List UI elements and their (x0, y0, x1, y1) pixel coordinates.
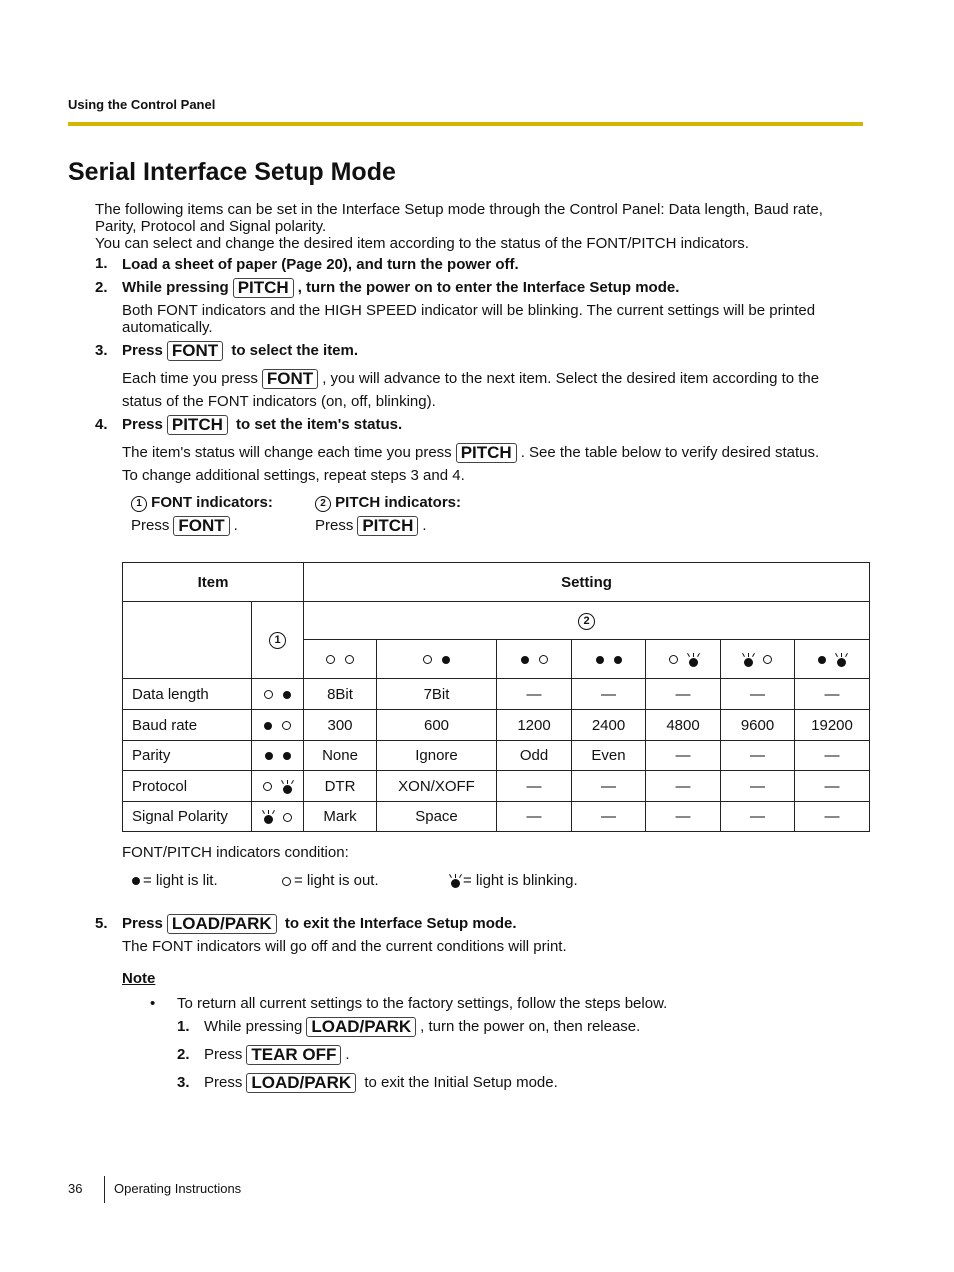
step-4-detail-pre: The item's status will change each time you press (122, 444, 452, 461)
step-5-number: 5. (95, 915, 108, 932)
table-row (123, 802, 870, 832)
setting-cell: 7Bit (377, 679, 497, 710)
note-step-2-number: 2. (177, 1046, 190, 1063)
pitch-key: PITCH (357, 516, 418, 536)
item-name: Data length (123, 679, 252, 710)
setting-cell: 2400 (572, 710, 646, 741)
step-2-instruction (122, 278, 679, 298)
step-5-pre: Press (122, 915, 163, 932)
load-park-key: LOAD/PARK (246, 1073, 356, 1093)
note-step-3 (204, 1073, 558, 1093)
light-lit-icon (818, 656, 826, 664)
item-name: Signal Polarity (123, 802, 252, 832)
light-out-icon (326, 655, 335, 664)
note-heading: Note (122, 970, 156, 987)
circled-number-1: 1 (269, 632, 286, 649)
legend-blinking (445, 872, 578, 889)
section-header: Using the Control Panel (68, 97, 216, 112)
font-key: FONT (173, 516, 229, 536)
light-blinking-icon (836, 653, 846, 667)
font-key: FONT (262, 369, 318, 389)
step-3-detail-1 (122, 369, 819, 389)
font-indicators-caption (131, 494, 273, 512)
table-row (123, 771, 870, 802)
setting-cell: 8Bit (304, 679, 377, 710)
font-pattern (252, 741, 304, 771)
pitch-pattern-4 (572, 640, 646, 679)
setting-cell: — (795, 771, 870, 802)
header-setting: Setting (304, 563, 870, 602)
pitch-indicators-press: Press PITCH . (315, 516, 427, 535)
setting-cell: — (721, 679, 795, 710)
item-name: Baud rate (123, 710, 252, 741)
setting-cell: Space (377, 802, 497, 832)
pitch-indicators-caption (315, 494, 461, 512)
step-2-post: , turn the power on to enter the Interface Setup mode. (297, 279, 680, 296)
setting-cell: XON/XOFF (377, 771, 497, 802)
font-pattern (252, 771, 304, 802)
item-name: Protocol (123, 771, 252, 802)
light-out-icon (763, 655, 772, 664)
pitch-pattern-2 (377, 640, 497, 679)
footer-doc-title: Operating Instructions (114, 1181, 242, 1196)
note-step-3-number: 3. (177, 1074, 190, 1091)
step-3-pre: Press (122, 342, 163, 359)
setting-cell: — (497, 802, 572, 832)
step-4-pre: Press (122, 416, 163, 433)
font-pattern (252, 710, 304, 741)
light-lit-icon (614, 656, 622, 664)
setting-cell: — (646, 771, 721, 802)
item-name: Parity (123, 741, 252, 771)
note-step-2 (204, 1045, 350, 1065)
pitch-pattern-7 (795, 640, 870, 679)
setting-cell: — (646, 802, 721, 832)
light-lit-icon (283, 691, 291, 699)
step-2-number: 2. (95, 279, 108, 296)
note-step-2-pre: Press (204, 1046, 243, 1063)
light-out-icon (282, 721, 291, 730)
step-5-detail: The FONT indicators will go off and the current conditions will print. (122, 938, 567, 955)
light-out-icon (282, 877, 291, 886)
setting-cell: Mark (304, 802, 377, 832)
legend-out (277, 872, 379, 889)
step-3-number: 3. (95, 342, 108, 359)
font-pattern (252, 802, 304, 832)
light-lit-icon (521, 656, 529, 664)
page-number: 36 (68, 1181, 83, 1196)
load-park-key: LOAD/PARK (167, 914, 277, 934)
setting-cell: — (721, 802, 795, 832)
header-item: Item (123, 563, 304, 602)
font-indicators-press: Press FONT . (131, 516, 238, 535)
setting-cell: DTR (304, 771, 377, 802)
setting-cell: — (795, 741, 870, 771)
step-4-post: to set the item's status. (236, 416, 403, 433)
circled-number-2: 2 (315, 496, 331, 512)
setting-cell: — (795, 679, 870, 710)
setting-cell: Even (572, 741, 646, 771)
step-2-pre: While pressing (122, 279, 229, 296)
setting-cell: — (572, 771, 646, 802)
setting-cell: — (572, 679, 646, 710)
setting-cell: 600 (377, 710, 497, 741)
step-5-instruction (122, 914, 517, 934)
setting-cell: 19200 (795, 710, 870, 741)
press-label: Press (131, 517, 170, 534)
intro-line-1: The following items can be set in the Interface Setup mode through the Control Panel: Data length, Baud rate, (95, 201, 823, 218)
step-4-instruction (122, 415, 402, 435)
note-step-1-number: 1. (177, 1018, 190, 1035)
pitch-pattern-5 (646, 640, 721, 679)
setting-cell: — (721, 741, 795, 771)
intro-line-2: Parity, Protocol and Signal polarity. (95, 218, 327, 235)
page-title: Serial Interface Setup Mode (68, 158, 396, 186)
step-3-detail-2: status of the FONT indicators (on, off, blinking). (122, 393, 436, 410)
light-blinking-icon (282, 780, 292, 794)
font-key: FONT (167, 341, 223, 361)
pitch-pattern-1 (304, 640, 377, 679)
pitch-indicators-label: PITCH indicators: (335, 494, 462, 511)
light-lit-icon (265, 752, 273, 760)
footer-divider (104, 1176, 105, 1203)
step-1-number: 1. (95, 255, 108, 272)
circled-number-2: 2 (578, 613, 595, 630)
note-step-3-pre: Press (204, 1074, 243, 1091)
setting-cell: — (646, 679, 721, 710)
step-4-detail-1 (122, 443, 819, 463)
legend-lit-text: = light is lit. (143, 872, 218, 889)
step-4-detail-2: To change additional settings, repeat steps 3 and 4. (122, 467, 465, 484)
step-4-number: 4. (95, 416, 108, 433)
light-out-icon (283, 813, 292, 822)
light-blinking-icon (450, 874, 460, 888)
light-out-icon (345, 655, 354, 664)
light-blinking-icon (688, 653, 698, 667)
tear-off-key: TEAR OFF (246, 1045, 341, 1065)
setup-table (122, 562, 870, 832)
pitch-key: PITCH (167, 415, 228, 435)
note-step-1 (204, 1017, 640, 1037)
setting-cell: None (304, 741, 377, 771)
light-out-icon (263, 782, 272, 791)
setting-cell: Ignore (377, 741, 497, 771)
light-out-icon (539, 655, 548, 664)
table-row (123, 679, 870, 710)
legend-lit (127, 872, 218, 889)
step-3-detail-pre: Each time you press (122, 370, 258, 387)
step-2-detail-2: automatically. (122, 319, 213, 336)
light-out-icon (264, 690, 273, 699)
step-3-post: to select the item. (231, 342, 359, 359)
header-rule (68, 122, 863, 126)
setting-cell: Odd (497, 741, 572, 771)
step-1-text: Load a sheet of paper (Page 20), and turn the power off. (122, 256, 519, 273)
note-bullet-mark: • (150, 995, 156, 1012)
step-5-post: to exit the Interface Setup mode. (284, 915, 517, 932)
step-3-detail-post: , you will advance to the next item. Select the desired item according to the (322, 370, 820, 387)
setting-cell: 4800 (646, 710, 721, 741)
light-blinking-icon (263, 810, 273, 824)
light-lit-icon (596, 656, 604, 664)
font-pattern (252, 679, 304, 710)
setting-cell: — (646, 741, 721, 771)
step-4-detail-post: . See the table below to verify desired status. (520, 444, 820, 461)
note-step-2-post: . (345, 1046, 350, 1063)
light-out-icon (423, 655, 432, 664)
item-blank-cell (123, 602, 252, 679)
press-label: Press (315, 517, 354, 534)
light-blinking-icon (743, 653, 753, 667)
pitch-pattern-6 (721, 640, 795, 679)
setting-cell: 9600 (721, 710, 795, 741)
setting-cell: 300 (304, 710, 377, 741)
note-step-3-post: to exit the Initial Setup mode. (364, 1074, 558, 1091)
setting-cell: — (497, 679, 572, 710)
light-out-icon (669, 655, 678, 664)
circled-number-1: 1 (131, 496, 147, 512)
step-3-instruction (122, 341, 358, 361)
setting-cell: — (795, 802, 870, 832)
pitch-pattern-3 (497, 640, 572, 679)
light-lit-icon (264, 722, 272, 730)
light-lit-icon (442, 656, 450, 664)
note-bullet-text: To return all current settings to the factory settings, follow the steps below. (177, 995, 668, 1012)
setting-cell: — (721, 771, 795, 802)
pitch-key: PITCH (456, 443, 517, 463)
setting-cell: — (572, 802, 646, 832)
note-step-1-post: , turn the power on, then release. (420, 1018, 641, 1035)
setting-cell: — (497, 771, 572, 802)
pitch-indicator-header (304, 602, 870, 640)
note-step-1-pre: While pressing (204, 1018, 303, 1035)
table-row (123, 741, 870, 771)
legend-caption: FONT/PITCH indicators condition: (122, 844, 349, 861)
light-lit-icon (283, 752, 291, 760)
legend-out-text: = light is out. (294, 872, 379, 889)
font-indicator-header (252, 602, 304, 679)
light-lit-icon (132, 877, 140, 885)
intro-line-3: You can select and change the desired item according to the status of the FONT/PITCH indicators. (95, 235, 749, 252)
setting-cell: 1200 (497, 710, 572, 741)
pitch-key: PITCH (233, 278, 294, 298)
legend-blinking-text: = light is blinking. (463, 872, 578, 889)
load-park-key: LOAD/PARK (306, 1017, 416, 1037)
font-indicators-label: FONT indicators: (151, 494, 273, 511)
table-row (123, 710, 870, 741)
step-2-detail-1: Both FONT indicators and the HIGH SPEED indicator will be blinking. The current settings will be printed (122, 302, 816, 319)
